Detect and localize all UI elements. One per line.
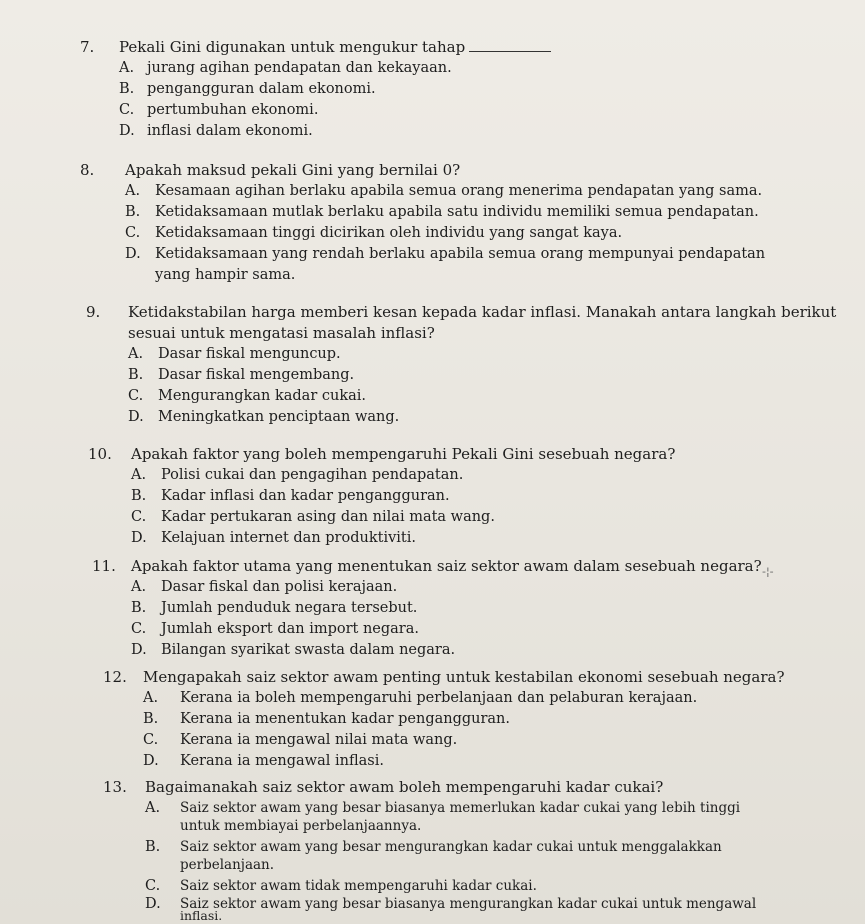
option-letter: A. <box>131 467 147 483</box>
option-letter: B. <box>145 839 161 855</box>
question-text: Pekali Gini digunakan untuk mengukur tahap <box>119 38 551 57</box>
option-letter: D. <box>131 530 147 546</box>
option-d[interactable]: Ketidaksamaan yang rendah berlaku apabila semua orang mempunyai pendapatan <box>155 246 766 262</box>
option-a[interactable]: Saiz sektor awam yang besar biasanya memerlukan kadar cukai yang lebih tinggi <box>180 800 741 816</box>
option-d[interactable]: Meningkatkan penciptaan wang. <box>158 409 400 425</box>
option-letter: B. <box>131 600 147 616</box>
question-number: 13. <box>103 778 127 796</box>
option-b[interactable]: Saiz sektor awam yang besar mengurangkan kadar cukai untuk menggalakkan <box>180 839 722 855</box>
pen-mark: -¦- <box>762 565 774 578</box>
option-b[interactable]: Ketidaksamaan mutlak berlaku apabila satu individu memiliki semua pendapatan. <box>155 204 759 220</box>
option-b[interactable]: Dasar fiskal mengembang. <box>158 367 355 383</box>
option-letter: C. <box>131 509 147 525</box>
option-c[interactable]: pertumbuhan ekonomi. <box>147 102 319 118</box>
option-a[interactable]: Dasar fiskal dan polisi kerajaan. <box>161 579 398 595</box>
option-letter: B. <box>119 81 135 97</box>
question-text: Bagaimanakah saiz sektor awam boleh mempengaruhi kadar cukai? <box>145 778 664 796</box>
question-text: Apakah faktor yang boleh mempengaruhi Pekali Gini sesebuah negara? <box>131 445 676 463</box>
option-letter: A. <box>128 346 144 362</box>
question-text: Mengapakah saiz sektor awam penting untuk kestabilan ekonomi sesebuah negara? <box>143 668 785 686</box>
option-b[interactable]: pengangguran dalam ekonomi. <box>147 81 376 97</box>
option-letter: D. <box>119 123 135 139</box>
option-c[interactable]: Kerana ia mengawal nilai mata wang. <box>180 732 458 748</box>
option-letter: D. <box>125 246 141 262</box>
option-b[interactable]: Kerana ia menentukan kadar pengangguran. <box>180 711 511 727</box>
question-number: 9. <box>86 303 101 321</box>
option-d-continued: yang hampir sama. <box>155 267 296 283</box>
option-a[interactable]: Kerana ia boleh mempengaruhi perbelanjaan dan pelaburan kerajaan. <box>180 690 698 706</box>
option-letter: B. <box>131 488 147 504</box>
option-letter: A. <box>125 183 141 199</box>
option-letter: A. <box>143 690 159 706</box>
option-letter: C. <box>143 732 159 748</box>
option-a[interactable]: Dasar fiskal menguncup. <box>158 346 341 362</box>
option-letter: A. <box>145 800 161 816</box>
option-letter: B. <box>128 367 144 383</box>
option-c[interactable]: Kadar pertukaran asing dan nilai mata wang. <box>161 509 495 525</box>
option-b[interactable]: Kadar inflasi dan kadar pengangguran. <box>161 488 450 504</box>
option-b[interactable]: Jumlah penduduk negara tersebut. <box>161 600 418 616</box>
option-letter: C. <box>131 621 147 637</box>
option-c[interactable]: Jumlah eksport dan import negara. <box>161 621 419 637</box>
question-number: 10. <box>88 445 112 463</box>
option-a-continued: untuk membiayai perbelanjaannya. <box>180 818 422 834</box>
option-d[interactable]: inflasi dalam ekonomi. <box>147 123 313 139</box>
question-number: 11. <box>92 557 116 575</box>
option-a[interactable]: jurang agihan pendapatan dan kekayaan. <box>147 60 452 76</box>
question-text: Apakah maksud pekali Gini yang bernilai 0? <box>125 161 461 179</box>
option-b-continued: perbelanjaan. <box>180 857 275 873</box>
option-d[interactable]: Kelajuan internet dan produktiviti. <box>161 530 416 546</box>
option-c[interactable]: Ketidaksamaan tinggi dicirikan oleh individu yang sangat kaya. <box>155 225 623 241</box>
option-a[interactable]: Kesamaan agihan berlaku apabila semua orang menerima pendapatan yang sama. <box>155 183 763 199</box>
option-letter: A. <box>119 60 135 76</box>
question-text: Apakah faktor utama yang menentukan saiz sektor awam dalam sesebuah negara? <box>131 557 762 575</box>
option-letter: D. <box>143 753 159 769</box>
question-text: Ketidakstabilan harga memberi kesan kepada kadar inflasi. Manakah antara langkah berikut <box>128 303 837 321</box>
option-letter: C. <box>119 102 135 118</box>
option-d[interactable]: Kerana ia mengawal inflasi. <box>180 753 384 769</box>
option-c[interactable]: Saiz sektor awam tidak mempengaruhi kadar cukai. <box>180 878 537 894</box>
option-letter: C. <box>128 388 144 404</box>
question-number: 12. <box>103 668 127 686</box>
option-letter: A. <box>131 579 147 595</box>
option-letter: C. <box>145 878 161 894</box>
question-text-continued: sesuai untuk mengatasi masalah inflasi? <box>128 324 435 342</box>
option-letter: D. <box>128 409 144 425</box>
answer-blank[interactable] <box>469 51 551 52</box>
question-number: 7. <box>80 38 95 56</box>
option-d[interactable]: Bilangan syarikat swasta dalam negara. <box>161 642 456 658</box>
option-letter: D. <box>145 896 161 912</box>
option-letter: C. <box>125 225 141 241</box>
option-d-continued: inflasi. <box>180 908 223 923</box>
option-d[interactable]: Saiz sektor awam yang besar biasanya mengurangkan kadar cukai untuk mengawal <box>180 896 757 912</box>
option-c[interactable]: Mengurangkan kadar cukai. <box>158 388 366 404</box>
option-letter: B. <box>125 204 141 220</box>
option-letter: D. <box>131 642 147 658</box>
option-a[interactable]: Polisi cukai dan pengagihan pendapatan. <box>161 467 464 483</box>
option-letter: B. <box>143 711 159 727</box>
question-number: 8. <box>80 161 95 179</box>
